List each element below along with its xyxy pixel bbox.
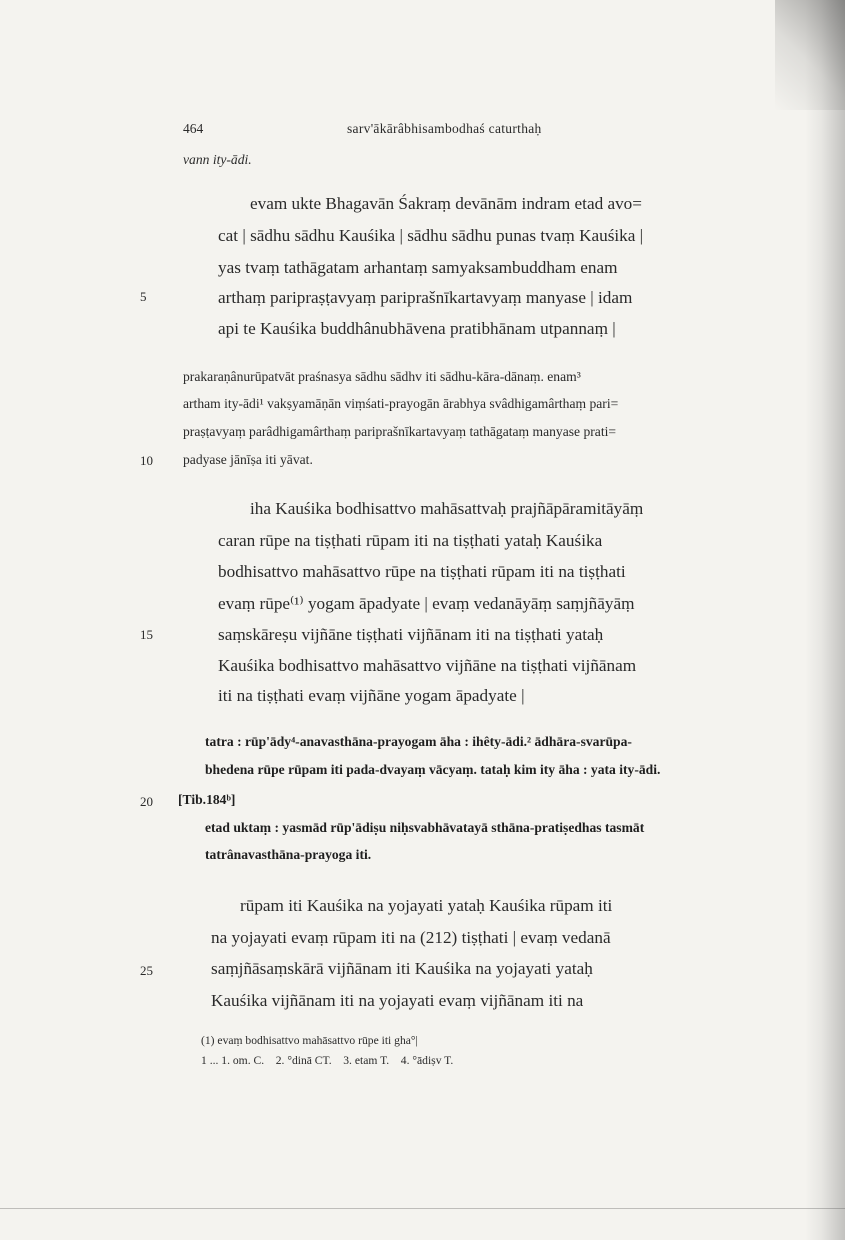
comm2-line-2: bhedena rūpe rūpam iti pada-dvayaṃ vācyaṃ. tataḥ kim ity āha : yata ity-ādi. [205, 762, 661, 777]
para2-line-2: caran rūpe na tiṣṭhati rūpam iti na tiṣṭhati yataḥ Kauśika [218, 531, 603, 550]
para1-line-1: evam ukte Bhagavān Śakraṃ devānām indram etad avo= [250, 194, 642, 213]
para2-line-3: bodhisattvo mahāsattvo rūpe na tiṣṭhati rūpam iti na tiṣṭhati [218, 562, 626, 581]
line-number-10: 10 [140, 453, 153, 468]
para3-line-4: Kauśika vijñānam iti na yojayati evaṃ vijñānam iti na [211, 991, 584, 1010]
footnote-line-1: (1) evaṃ bodhisattvo mahāsattvo rūpe iti gha°| [201, 1034, 418, 1047]
para1-line-3: yas tvaṃ tathāgatam arhantaṃ samyaksambuddham enam [218, 258, 618, 277]
line-number-25: 25 [140, 963, 153, 978]
page-header [183, 121, 743, 139]
para2-line-1: iha Kauśika bodhisattvo mahāsattvaḥ prajñāpāramitāyāṃ [250, 499, 644, 518]
footnote-line-2: 1 ... 1. om. C. 2. °dinā CT. 3. etam T. 4. °ādiṣv T. [201, 1054, 454, 1067]
running-title: sarv'ākārâbhisambodhaś caturthaḥ [347, 121, 542, 136]
para2-line-5: saṃskāreṣu vijñāne tiṣṭhati vijñānam iti na tiṣṭhati yataḥ [218, 625, 604, 644]
bottom-rule [0, 1208, 845, 1209]
comm1-line-4: padyase jānīṣa iti yāvat. [183, 452, 313, 467]
comm2-line-4: etad uktaṃ : yasmād rūp'ādiṣu niḥsvabhāvatayā sthāna-pratiṣedhas tasmāt [205, 820, 645, 835]
para2-line-6: Kauśika bodhisattvo mahāsattvo vijñāne na tiṣṭhati vijñānam [218, 656, 637, 675]
para1-line-2: cat | sādhu sādhu Kauśika | sādhu sādhu punas tvaṃ Kauśika | [218, 226, 644, 245]
intro-line: vann ity-ādi. [183, 152, 252, 167]
line-number-20: 20 [140, 794, 153, 809]
para3-line-1: rūpam iti Kauśika na yojayati yataḥ Kauśika rūpam iti [240, 896, 613, 915]
comm1-line-3: praṣṭavyaṃ parâdhigamârthaṃ pariprašnīkartavyaṃ tathāgataṃ manyase prati= [183, 424, 617, 439]
comm2-line-5: tatrânavasthāna-prayoga iti. [205, 847, 372, 862]
para1-line-5: api te Kauśika buddhânubhāvena pratibhānam utpannaṃ | [218, 319, 616, 338]
comm2-line-1: tatra : rūp'ādy⁴-anavasthāna-prayogam āha : ihêty-ādi.² ādhāra-svarūpa- [205, 734, 632, 749]
para2-line-7: iti na tiṣṭhati evaṃ vijñāne yogam āpadyate | [218, 686, 525, 705]
comm1-line-2: artham ity-ādi¹ vakṣyamāṇān viṃśati-prayogān ārabhya svâdhigamârthaṃ pari= [183, 396, 619, 411]
page-number: 464 [183, 121, 204, 136]
para2-line-4: evaṃ rūpe⁽¹⁾ yogam āpadyate | evaṃ vedanāyāṃ saṃjñāyāṃ [218, 594, 635, 613]
page-edge-shadow [805, 0, 845, 1240]
comm2-line-3: [Tib.184ᵇ] [178, 792, 236, 807]
para3-line-2: na yojayati evaṃ rūpam iti na (212) tiṣṭhati | evaṃ vedanā [211, 928, 611, 947]
line-number-15: 15 [140, 627, 153, 642]
page-corner-shadow [775, 0, 845, 110]
comm1-line-1: prakaraṇânurūpatvāt praśnasya sādhu sādhv iti sādhu-kāra-dānaṃ. enam³ [183, 369, 581, 384]
para1-line-4: arthaṃ paripraṣṭavyaṃ pariprašnīkartavyaṃ manyase | idam [218, 288, 633, 307]
para3-line-3: saṃjñāsaṃskārā vijñānam iti Kauśika na yojayati yataḥ [211, 959, 593, 978]
line-number-5: 5 [140, 289, 147, 304]
